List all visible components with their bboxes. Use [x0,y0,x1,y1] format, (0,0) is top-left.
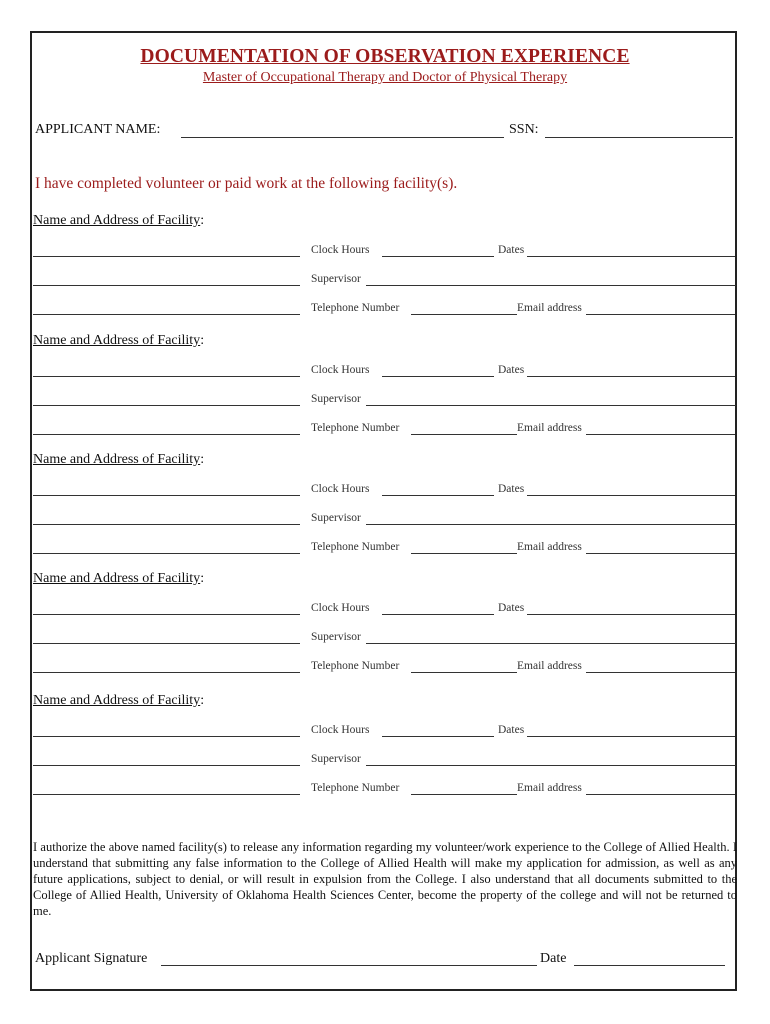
facility-address-line-1[interactable] [33,736,300,737]
facility-address-line-3[interactable] [33,794,300,795]
facility-address-line-1[interactable] [33,614,300,615]
signature-label: Applicant Signature [35,951,148,966]
email-field[interactable] [586,672,735,673]
email-label: Email address [517,541,582,553]
email-label: Email address [517,660,582,672]
supervisor-field[interactable] [366,643,736,644]
supervisor-field[interactable] [366,524,736,525]
supervisor-label: Supervisor [311,273,361,285]
facility-heading: Name and Address of Facility: [33,571,205,586]
form-title: DOCUMENTATION OF OBSERVATION EXPERIENCE [140,46,630,67]
facility-address-line-2[interactable] [33,643,300,644]
email-label: Email address [517,302,582,314]
supervisor-field[interactable] [366,285,736,286]
facility-address-line-2[interactable] [33,405,300,406]
dates-field[interactable] [527,495,735,496]
facility-address-line-2[interactable] [33,765,300,766]
telephone-label: Telephone Number [311,660,400,672]
facility-address-line-2[interactable] [33,524,300,525]
email-label: Email address [517,782,582,794]
email-field[interactable] [586,794,735,795]
statement-text: I have completed volunteer or paid work at the following facility(s). [35,175,458,192]
telephone-field[interactable] [411,794,517,795]
telephone-label: Telephone Number [311,541,400,553]
telephone-label: Telephone Number [311,422,400,434]
facility-address-line-2[interactable] [33,285,300,286]
facility-address-line-1[interactable] [33,495,300,496]
telephone-field[interactable] [411,314,517,315]
telephone-field[interactable] [411,553,517,554]
dates-label: Dates [498,244,525,256]
authorization-statement: I authorize the above named facility(s) to release any information regarding my volunteer/work experience to the College of Allied Health. I understand that submitting any false information to the College of Allied Health will make my application for admission, as well as any future applications, subject to denial, or will result in expulsion from the College. I also understand that all documents submitted to the College of Allied Health, University of Oklahoma Health Sciences Center, become the property of the college and will not be returned to me. [33,840,737,918]
clock-hours-label: Clock Hours [311,364,370,376]
facility-address-line-3[interactable] [33,434,300,435]
facility-address-line-1[interactable] [33,376,300,377]
supervisor-label: Supervisor [311,512,361,524]
dates-field[interactable] [527,256,735,257]
email-field[interactable] [586,314,735,315]
supervisor-label: Supervisor [311,753,361,765]
form-subtitle: Master of Occupational Therapy and Doctor of Physical Therapy [202,70,568,85]
ssn-field[interactable] [545,137,733,138]
facility-address-line-3[interactable] [33,314,300,315]
dates-label: Dates [498,364,525,376]
clock-hours-field[interactable] [382,736,494,737]
clock-hours-field[interactable] [382,614,494,615]
clock-hours-field[interactable] [382,495,494,496]
facility-address-line-1[interactable] [33,256,300,257]
date-field[interactable] [574,965,725,966]
clock-hours-label: Clock Hours [311,483,370,495]
dates-label: Dates [498,724,525,736]
telephone-label: Telephone Number [311,302,400,314]
dates-label: Dates [498,483,525,495]
facility-address-line-3[interactable] [33,553,300,554]
facility-heading: Name and Address of Facility: [33,693,205,708]
applicant-name-label: APPLICANT NAME: [35,122,161,137]
clock-hours-field[interactable] [382,256,494,257]
email-label: Email address [517,422,582,434]
signature-field[interactable] [161,965,537,966]
date-label: Date [540,951,567,966]
facility-address-line-3[interactable] [33,672,300,673]
supervisor-label: Supervisor [311,393,361,405]
clock-hours-label: Clock Hours [311,244,370,256]
dates-field[interactable] [527,376,735,377]
email-field[interactable] [586,434,735,435]
applicant-name-field[interactable] [181,137,504,138]
telephone-label: Telephone Number [311,782,400,794]
clock-hours-field[interactable] [382,376,494,377]
supervisor-field[interactable] [366,765,736,766]
facility-heading: Name and Address of Facility: [33,213,205,228]
clock-hours-label: Clock Hours [311,724,370,736]
telephone-field[interactable] [411,672,517,673]
telephone-field[interactable] [411,434,517,435]
ssn-label: SSN: [509,122,539,137]
dates-label: Dates [498,602,525,614]
clock-hours-label: Clock Hours [311,602,370,614]
email-field[interactable] [586,553,735,554]
supervisor-field[interactable] [366,405,736,406]
dates-field[interactable] [527,614,735,615]
supervisor-label: Supervisor [311,631,361,643]
facility-heading: Name and Address of Facility: [33,333,205,348]
facility-heading: Name and Address of Facility: [33,452,205,467]
dates-field[interactable] [527,736,735,737]
